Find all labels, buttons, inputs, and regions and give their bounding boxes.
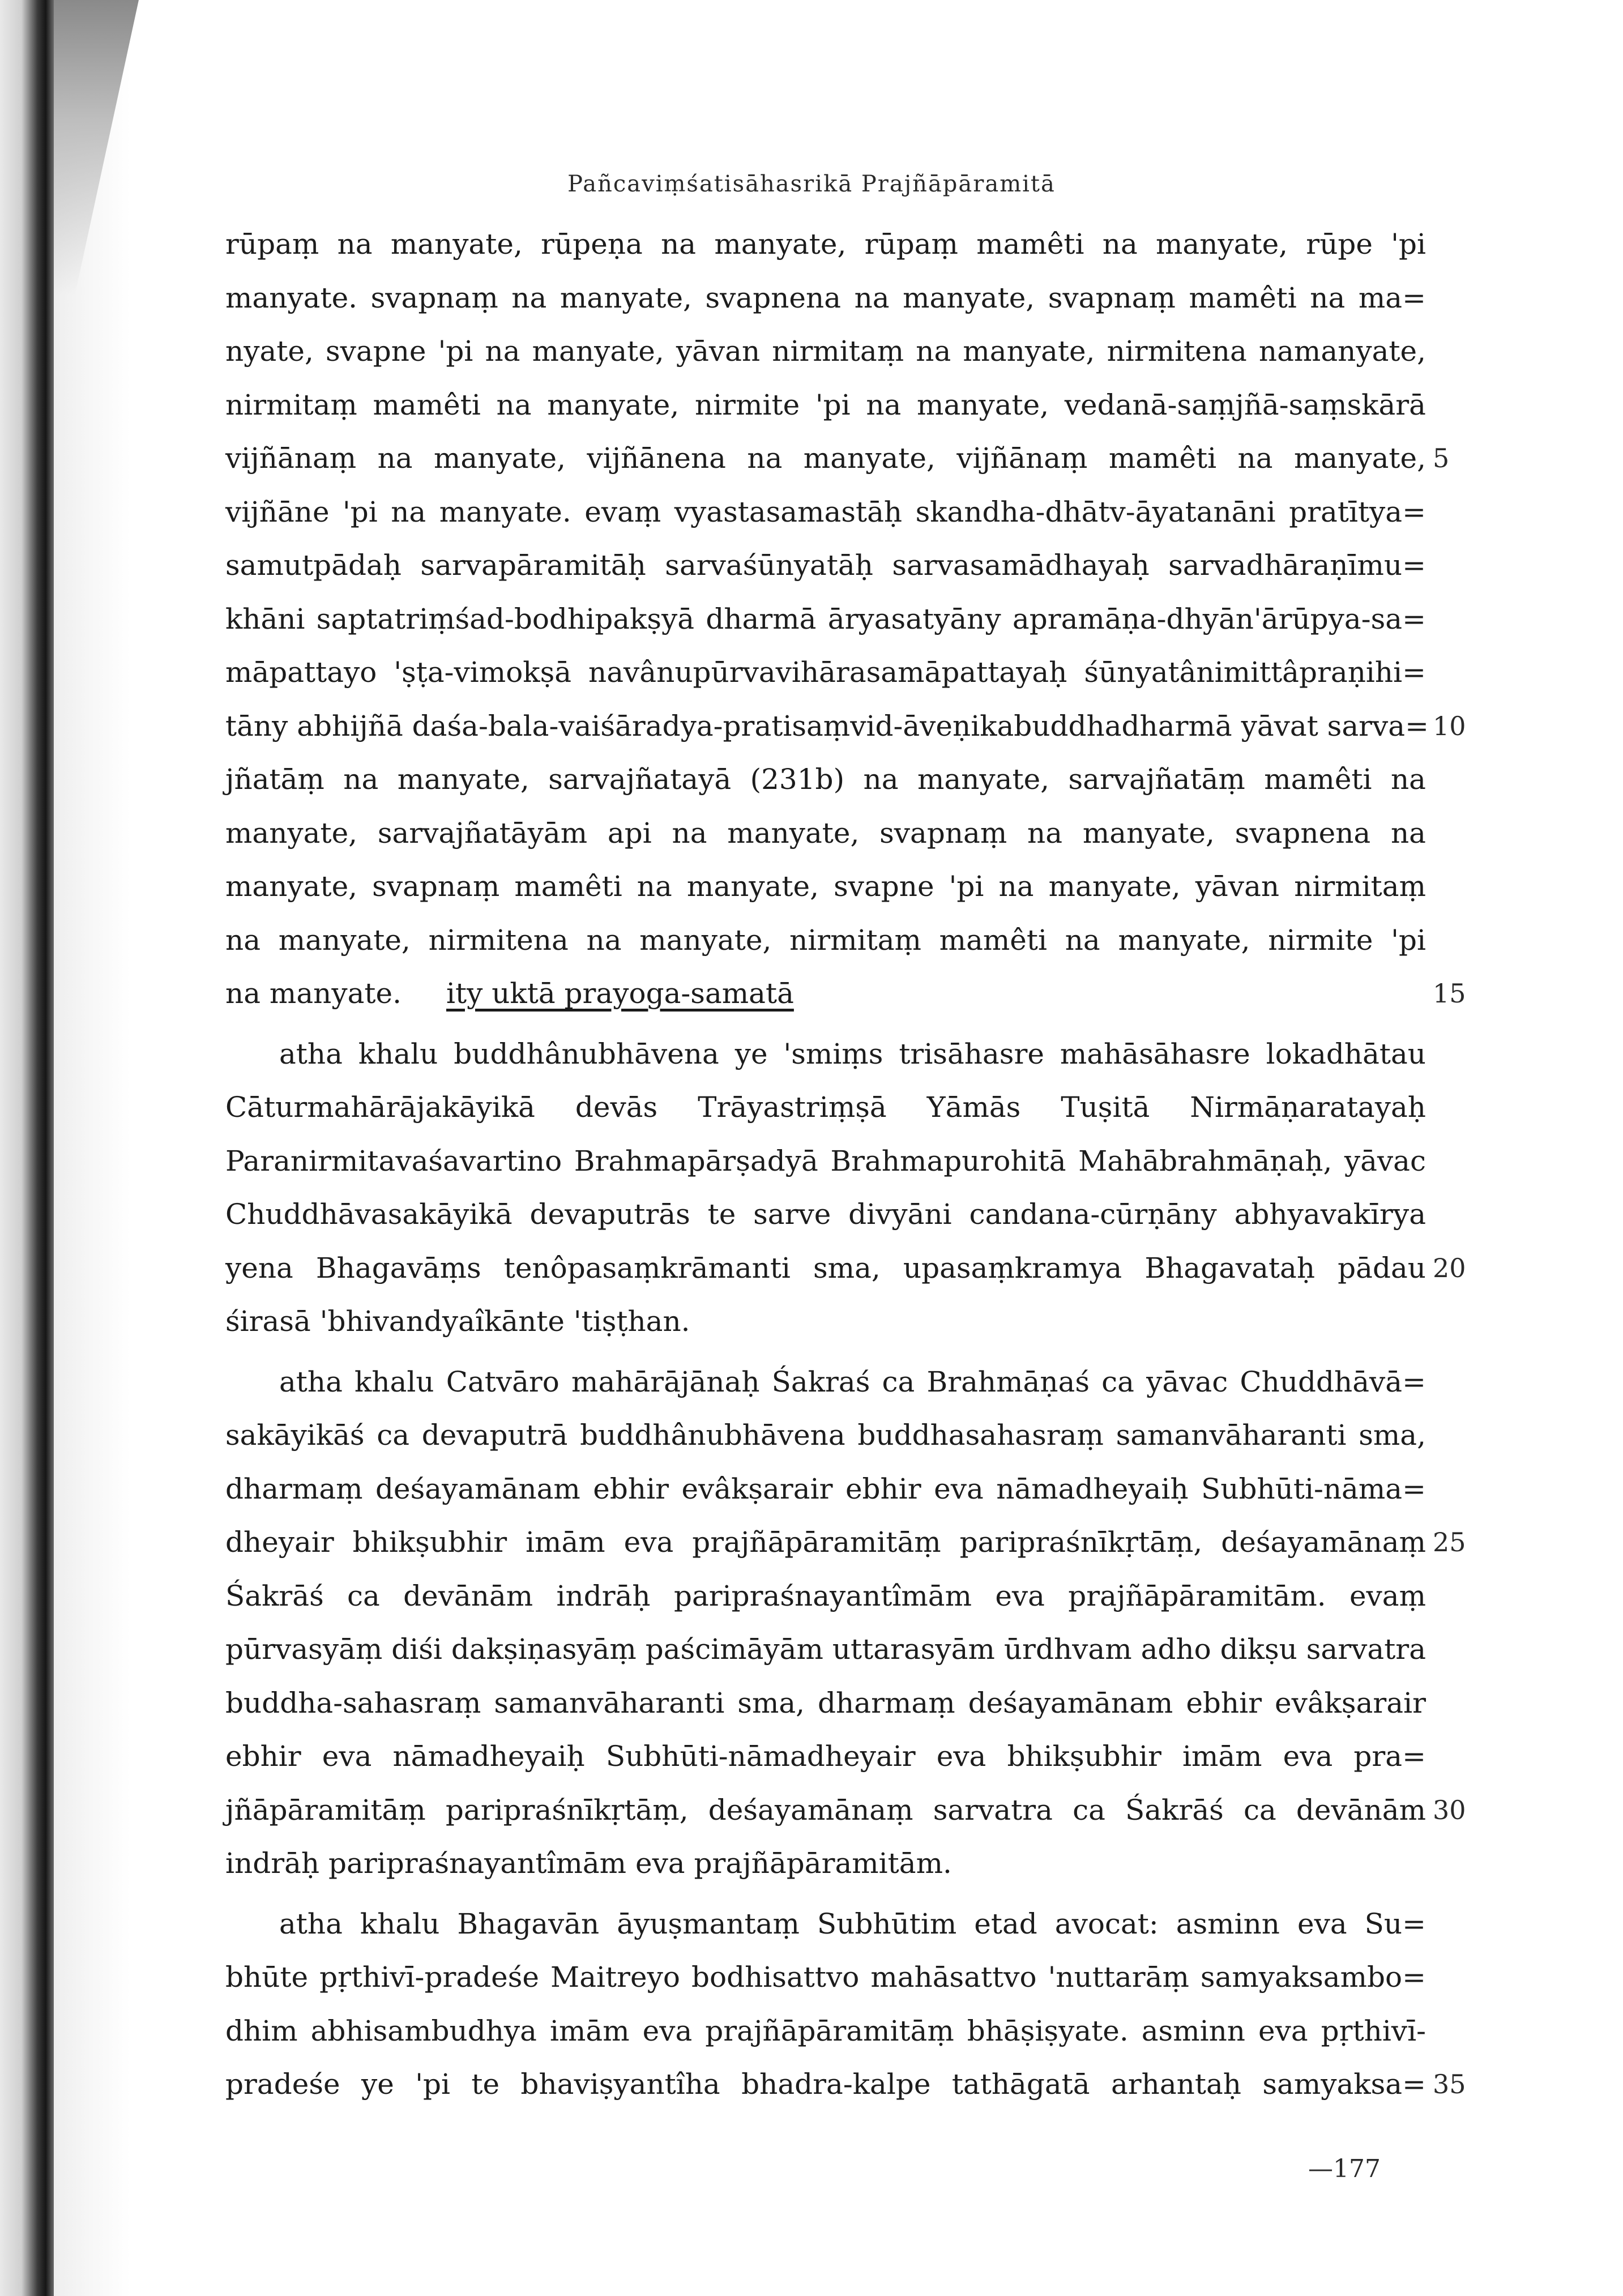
text-line: atha khalu Bhagavān āyuṣmantaṃ Subhūtim etad avocat: asminn eva Su=: [279, 1907, 1426, 1940]
text-line: na manyate. ity uktā prayoga-samatā 15: [225, 967, 1426, 1021]
text-line: dharmaṃ deśayamānam ebhir evâkṣarair ebhir eva nāmadheyaiḥ Subhūti-nāma=: [225, 1472, 1426, 1505]
text-line: manyate, svapnaṃ mamêti na manyate, svapne 'pi na manyate, yāvan nirmitaṃ: [225, 870, 1426, 903]
line-number: 20: [1433, 1252, 1466, 1283]
line-number: 15: [1433, 978, 1466, 1009]
text-line: tāny abhijñā daśa-bala-vaiśāradya-pratisaṃvid-āveṇikabuddhadharmā yāvat sarva= 10: [225, 699, 1426, 753]
text-line: jñatāṃ na manyate, sarvajñatayā (231b) na manyate, sarvajñatāṃ mamêti na: [225, 763, 1426, 796]
text-line: jñāpāramitāṃ paripraśnīkṛtāṃ, deśayamānaṃ sarvatra ca Śakrāś ca devānām 30: [225, 1783, 1426, 1837]
book-spine-shadow: [0, 0, 54, 2296]
section-conclusion: ity uktā prayoga-samatā: [446, 977, 794, 1010]
text-line: samutpādaḥ sarvapāramitāḥ sarvaśūnyatāḥ sarvasamādhayaḥ sarvadhāraṇīmu=: [225, 549, 1426, 582]
line-number: 35: [1433, 2069, 1466, 2099]
text-line: nyate, svapne 'pi na manyate, yāvan nirmitaṃ na manyate, nirmitena namanyate,: [225, 335, 1426, 368]
text-line: vijñāne 'pi na manyate. evaṃ vyastasamastāḥ skandha-dhātv-āyatanāni pratītya=: [225, 495, 1426, 528]
text-line: rūpaṃ na manyate, rūpeṇa na manyate, rūpaṃ mamêti na manyate, rūpe 'pi: [225, 228, 1426, 261]
running-header: Pañcaviṃśatisāhasrikā Prajñāpāramitā: [567, 171, 1056, 197]
text-line: Paranirmitavaśavartino Brahmapārṣadyā Brahmapurohitā Mahābrahmāṇaḥ, yāvac: [225, 1144, 1426, 1177]
text-line: dhim abhisambudhya imām eva prajñāpāramitāṃ bhāṣiṣyate. asminn eva pṛthivī-: [225, 2014, 1426, 2047]
line-number: 10: [1433, 710, 1466, 741]
line-number: 30: [1433, 1794, 1466, 1825]
text-line: buddha-sahasraṃ samanvāharanti sma, dharmaṃ deśayamānam ebhir evâkṣarair: [225, 1686, 1426, 1719]
text-line: atha khalu Catvāro mahārājānaḥ Śakraś ca Brahmāṇaś ca yāvac Chuddhāvā=: [279, 1365, 1426, 1398]
text-line: ebhir eva nāmadheyaiḥ Subhūti-nāmadheyair eva bhikṣubhir imām eva pra=: [225, 1740, 1426, 1773]
text-line: na manyate, nirmitena na manyate, nirmitaṃ mamêti na manyate, nirmite 'pi: [225, 923, 1426, 957]
text-line: pradeśe ye 'pi te bhaviṣyantîha bhadra-kalpe tathāgatā arhantaḥ samyaksa= 35: [225, 2058, 1426, 2111]
text-line: Cāturmahārājakāyikā devās Trāyastriṃṣā Yāmās Tuṣitā Nirmāṇaratayaḥ: [225, 1091, 1426, 1124]
text-line: Śakrāś ca devānām indrāḥ paripraśnayantîmām eva prajñāpāramitām. evaṃ: [225, 1579, 1426, 1612]
text-line: dheyair bhikṣubhir imām eva prajñāpāramitāṃ paripraśnīkṛtāṃ, deśayamānaṃ 25: [225, 1516, 1426, 1569]
text-line: manyate, sarvajñatāyām api na manyate, svapnaṃ na manyate, svapnena na: [225, 816, 1426, 850]
text-line: nirmitaṃ mamêti na manyate, nirmite 'pi na manyate, vedanā-saṃjñā-saṃskārā: [225, 388, 1426, 421]
text-block: [225, 217, 1466, 2111]
text-line: sakāyikāś ca devaputrā buddhânubhāvena buddhasahasraṃ samanvāharanti sma,: [225, 1419, 1426, 1452]
text-line: Chuddhāvasakāyikā devaputrās te sarve divyāni candana-cūrṇāny abhyavakīrya: [225, 1198, 1426, 1231]
text-line: manyate. svapnaṃ na manyate, svapnena na manyate, svapnaṃ mamêti na ma=: [225, 281, 1426, 314]
text-line: indrāḥ paripraśnayantîmām eva prajñāpāramitām.: [225, 1847, 952, 1880]
line-number: 5: [1433, 443, 1450, 473]
text-line: pūrvasyāṃ diśi dakṣiṇasyāṃ paścimāyām uttarasyām ūrdhvam adho dikṣu sarvatra: [225, 1633, 1426, 1666]
text-line: yena Bhagavāṃs tenôpasaṃkrāmanti sma, upasaṃkramya Bhagavataḥ pādau 20: [225, 1241, 1426, 1295]
text-line: khāni saptatriṃśad-bodhipakṣyā dharmā āryasatyāny apramāṇa-dhyān'ārūpya-sa=: [225, 602, 1426, 635]
line-number: 25: [1433, 1527, 1466, 1557]
page-number: —177: [1308, 2154, 1381, 2183]
text-line: atha khalu buddhânubhāvena ye 'smiṃs trisāhasre mahāsāhasre lokadhātau: [279, 1037, 1426, 1070]
text-line: śirasā 'bhivandyaîkānte 'tiṣṭhan.: [225, 1305, 690, 1338]
text-line: vijñānaṃ na manyate, vijñānena na manyate, vijñānaṃ mamêti na manyate, 5: [225, 432, 1426, 485]
text-line: māpattayo 'ṣṭa-vimokṣā navânupūrvavihārasamāpattayaḥ śūnyatânimittâpraṇihi=: [225, 656, 1426, 689]
text-line: bhūte pṛthivī-pradeśe Maitreyo bodhisattvo mahāsattvo 'nuttarāṃ samyaksambo=: [225, 1961, 1426, 1994]
